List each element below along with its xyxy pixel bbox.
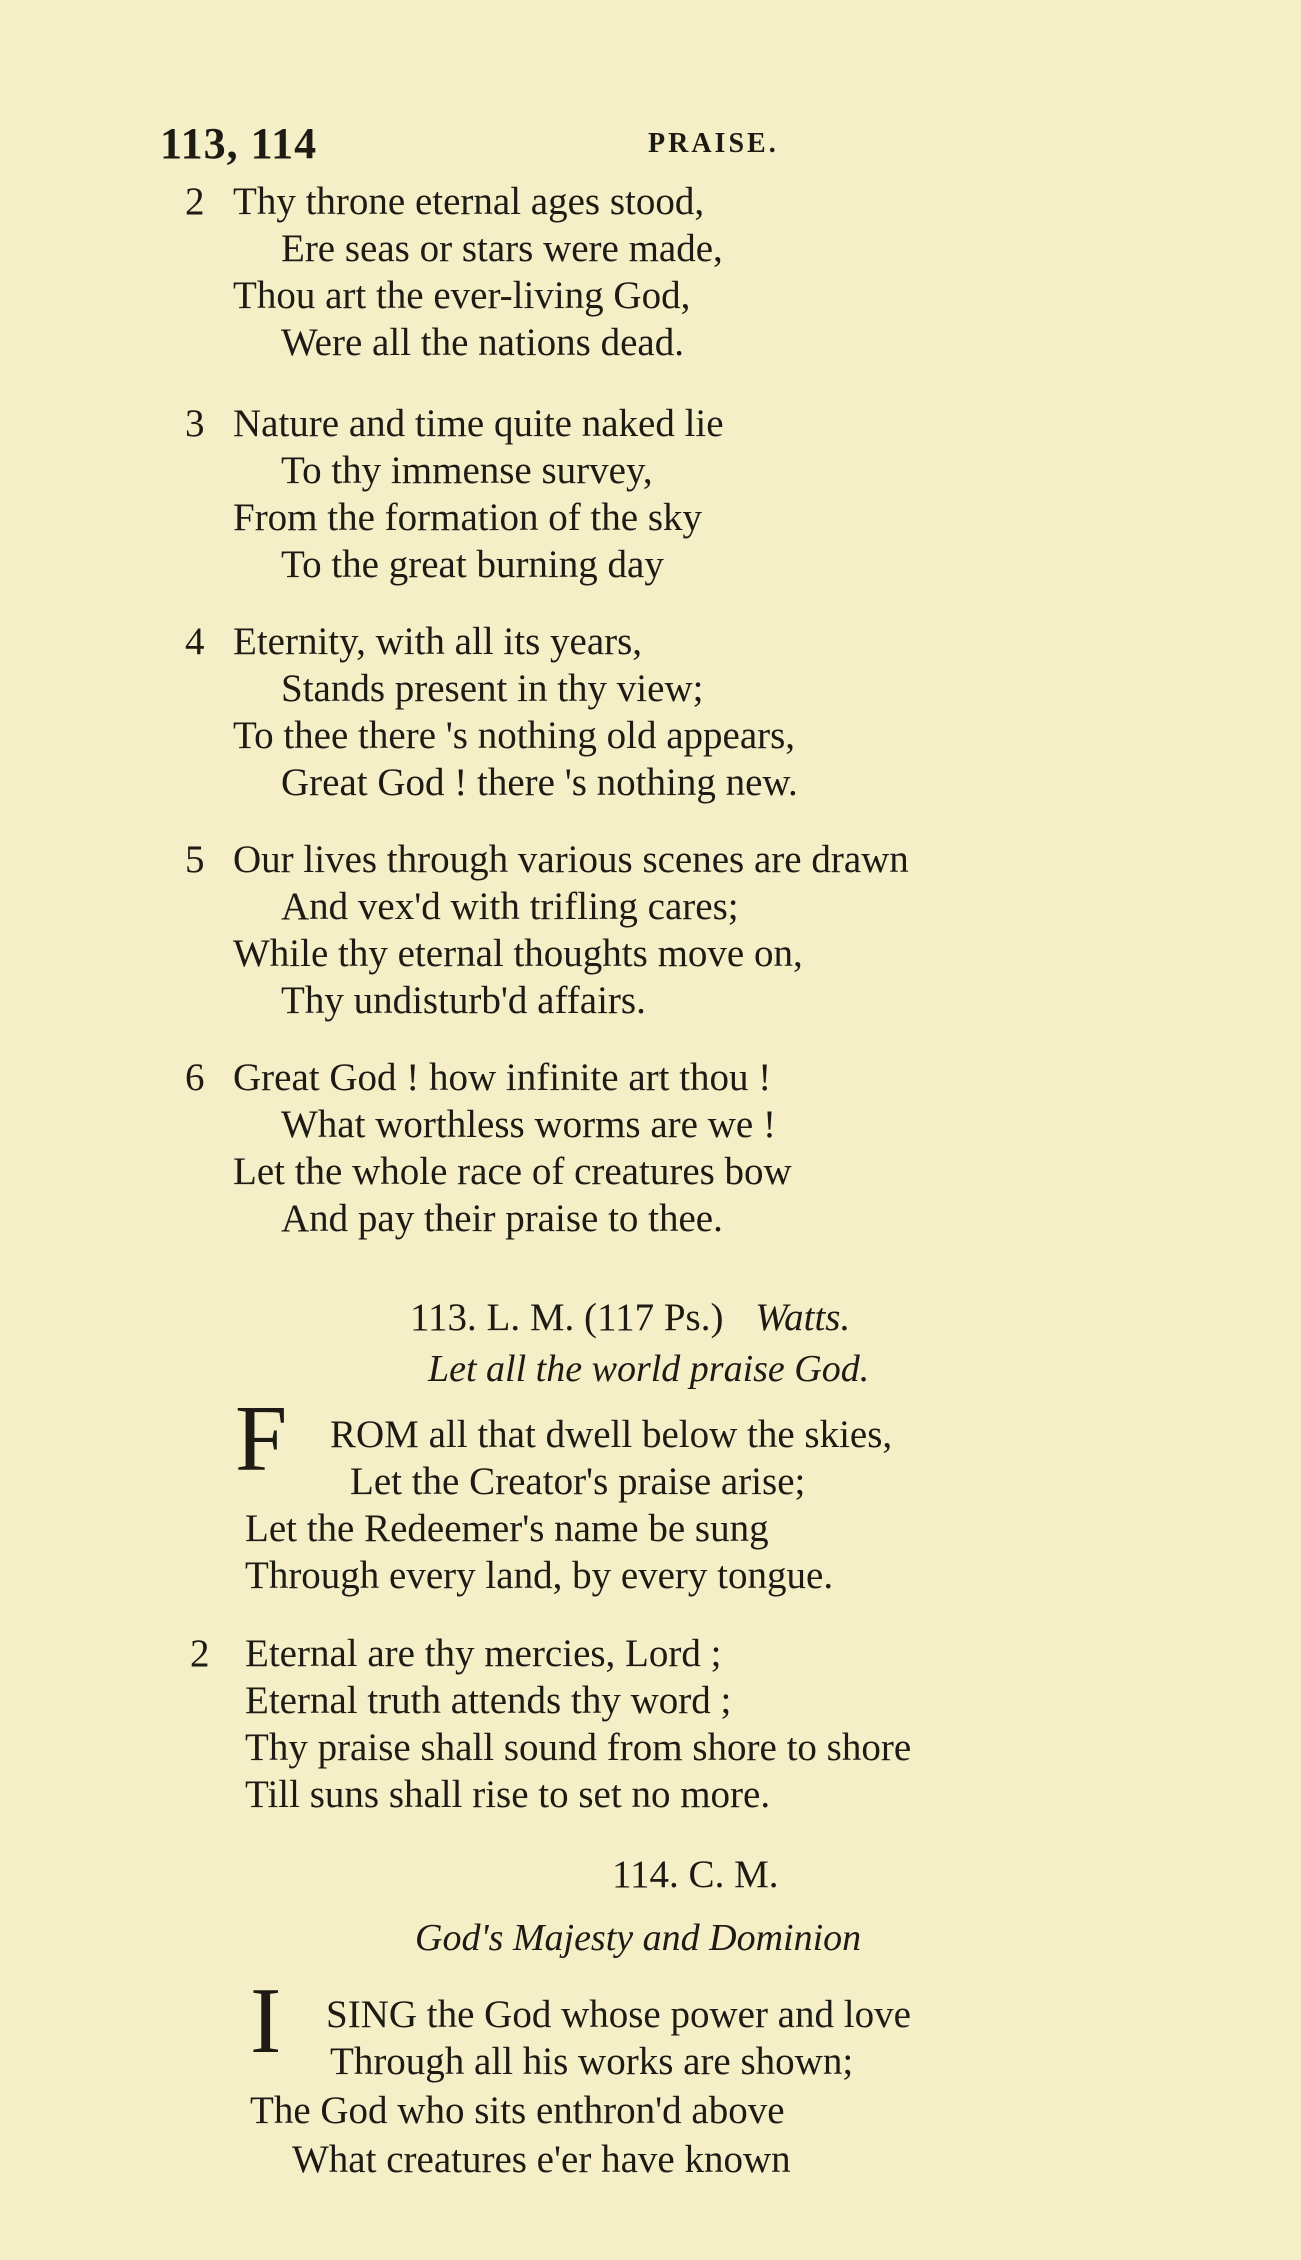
stanza-6 <box>185 1054 1235 1242</box>
hymn-author: Watts. <box>755 1296 851 1339</box>
verse-line: The God who sits enthron'd above <box>250 2089 785 2132</box>
page-header <box>160 118 1160 178</box>
hymn-114-title: God's Majesty and Dominion <box>415 1917 862 1959</box>
drop-cap-i: I <box>250 1969 282 2073</box>
stanza-number: 2 <box>185 180 205 223</box>
hymn-113-stanza-2 <box>190 1630 1240 1818</box>
verse-line: Great God ! how infinite art thou ! <box>233 1056 772 1099</box>
hymn-113-title: Let all the world praise God. <box>428 1348 870 1390</box>
verse-line: Thy throne eternal ages stood, <box>233 180 705 223</box>
verse-line: Let the Creator's praise arise; <box>350 1460 806 1503</box>
verse-line: Stands present in thy view; <box>281 667 704 710</box>
verse-line: What creatures e'er have known <box>292 2138 791 2181</box>
verse-line: Through every land, by every tongue. <box>245 1554 834 1597</box>
verse-line: Thou art the ever-living God, <box>233 274 691 317</box>
verse-line: Nature and time quite naked lie <box>233 402 724 445</box>
verse-line: And vex'd with trifling cares; <box>281 885 739 928</box>
stanza-number: 3 <box>185 402 205 445</box>
verse-line: From the formation of the sky <box>233 496 703 539</box>
stanza-5 <box>185 836 1235 1024</box>
stanza-number: 5 <box>185 838 205 881</box>
hymn-113-heading <box>410 1295 850 1340</box>
verse-line: Thy undisturb'd affairs. <box>281 979 646 1022</box>
stanza-2 <box>185 178 1235 366</box>
verse-line: To thy immense survey, <box>281 449 653 492</box>
stanza-number: 4 <box>185 620 205 663</box>
verse-line: Eternal are thy mercies, Lord ; <box>245 1632 722 1675</box>
hymn-114-heading: 114. C. M. <box>612 1853 779 1896</box>
verse-line: To the great burning day <box>281 543 664 586</box>
verse-line: Let the whole race of creatures bow <box>233 1150 792 1193</box>
hymn-number-meter: 113. L. M. (117 Ps.) <box>410 1296 724 1339</box>
verse-line: Let the Redeemer's name be sung <box>245 1507 769 1550</box>
verse-line: To thee there 's nothing old appears, <box>233 714 796 757</box>
verse-line: Our lives through various scenes are drawn <box>233 838 909 881</box>
verse-line: Eternity, with all its years, <box>233 620 643 663</box>
page-numbers: 113, 114 <box>160 119 318 168</box>
verse-line: Great God ! there 's nothing new. <box>281 761 798 804</box>
stanza-number: 6 <box>185 1056 205 1099</box>
verse-line: And pay their praise to thee. <box>281 1197 723 1240</box>
stanza-4 <box>185 618 1235 806</box>
verse-line: While thy eternal thoughts move on, <box>233 932 803 975</box>
stanza-number: 2 <box>190 1632 210 1675</box>
stanza-3 <box>185 400 1235 588</box>
verse-line: Eternal truth attends thy word ; <box>245 1679 732 1722</box>
drop-cap-f: F <box>235 1387 288 1491</box>
verse-line: Were all the nations dead. <box>281 321 684 364</box>
verse-line: ROM all that dwell below the skies, <box>330 1413 893 1456</box>
verse-line: Thy praise shall sound from shore to shore <box>245 1726 912 1769</box>
verse-line: Through all his works are shown; <box>330 2040 854 2083</box>
verse-line: SING the God whose power and love <box>326 1993 911 2036</box>
running-title: PRAISE. <box>648 128 779 159</box>
verse-line: Ere seas or stars were made, <box>281 227 723 270</box>
verse-line: What worthless worms are we ! <box>281 1103 776 1146</box>
verse-line: Till suns shall rise to set no more. <box>245 1773 771 1816</box>
